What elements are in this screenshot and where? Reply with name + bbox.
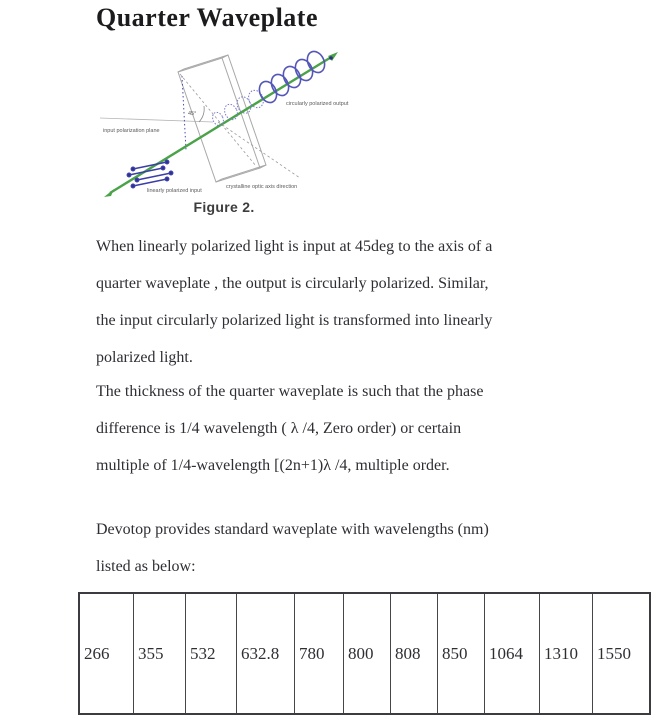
waveplate-slab — [178, 55, 266, 182]
wavelength-cell: 266 — [79, 593, 134, 714]
wavelength-cell: 808 — [391, 593, 438, 714]
wavelength-cell: 850 — [438, 593, 485, 714]
paragraph-line: The thickness of the quarter waveplate is such that the phase — [96, 383, 484, 400]
waveplate-diagram — [100, 46, 348, 196]
paragraph-thickness — [96, 373, 483, 484]
page-title: Quarter Waveplate — [96, 3, 319, 32]
wavelength-table — [78, 592, 651, 715]
paragraph-line: difference is 1/4 wavelength ( λ /4, Zero order) or certain — [96, 420, 462, 437]
circular-output-label: circularly polarized output — [286, 101, 349, 107]
optic-axis-label: crystalline optic axis direction — [226, 184, 298, 190]
input-plane-line — [100, 118, 213, 122]
wavelength-cell: 800 — [344, 593, 391, 714]
wavelength-cell: 532 — [186, 593, 237, 714]
wavelength-cell: 780 — [295, 593, 344, 714]
figure-caption: Figure 2. — [193, 199, 255, 215]
table-row — [79, 593, 650, 714]
paragraph-wavelengths-intro — [96, 511, 489, 585]
paragraph-line: listed as below: — [96, 558, 196, 575]
linear-polarization-arrows — [127, 160, 172, 187]
paragraph-line: multiple of 1/4-wavelength [(2n+1)λ /4, multiple order. — [96, 457, 450, 474]
figure-2 — [100, 46, 348, 215]
wavelength-cell: 1310 — [540, 593, 593, 714]
paragraph-polarization — [96, 228, 492, 376]
light-ray — [104, 52, 338, 197]
angle-label: 45° — [188, 111, 197, 117]
paragraph-line: polarized light. — [96, 349, 193, 366]
paragraph-line: quarter waveplate , the output is circularly polarized. Similar, — [96, 275, 489, 292]
input-plane-label: input polarization plane — [103, 128, 160, 134]
linear-input-label: linearly polarized input — [147, 188, 202, 194]
paragraph-line: the input circularly polarized light is transformed into linearly — [96, 312, 493, 329]
wavelength-cell: 632.8 — [237, 593, 295, 714]
wavelength-cell: 1064 — [485, 593, 540, 714]
paragraph-line: When linearly polarized light is input at 45deg to the axis of a — [96, 238, 493, 255]
wavelength-cell: 355 — [134, 593, 186, 714]
wavelength-cell: 1550 — [593, 593, 651, 714]
paragraph-line: Devotop provides standard waveplate with wavelengths (nm) — [96, 521, 489, 538]
